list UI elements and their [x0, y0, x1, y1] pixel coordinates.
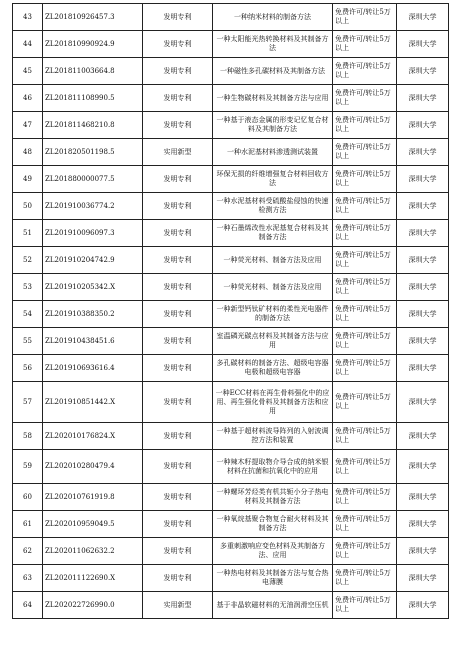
patent-type: 发明专利	[143, 274, 213, 301]
table-row	[13, 139, 449, 166]
license-mode: 免费许可/转让5万以上	[333, 247, 397, 274]
patent-number: ZL201810990924.9	[43, 31, 143, 58]
patent-number: ZL201910096097.3	[43, 220, 143, 247]
row-number: 57	[13, 382, 43, 423]
patent-owner: 深圳大学	[397, 450, 449, 484]
table-row	[13, 382, 449, 423]
table-row	[13, 247, 449, 274]
table-row	[13, 274, 449, 301]
patent-name: 一种太阳能光热转换材料及其制备方法	[213, 31, 333, 58]
patent-owner: 深圳大学	[397, 355, 449, 382]
row-number: 58	[13, 423, 43, 450]
table-row	[13, 58, 449, 85]
patent-name: 环保无损的纤维增强复合材料回收方法	[213, 166, 333, 193]
table-row	[13, 328, 449, 355]
patent-number: ZL201811003664.8	[43, 58, 143, 85]
patent-owner: 深圳大学	[397, 301, 449, 328]
license-mode: 免费许可/转让5万以上	[333, 220, 397, 247]
row-number: 56	[13, 355, 43, 382]
patent-type: 发明专利	[143, 4, 213, 31]
patent-type: 实用新型	[143, 592, 213, 619]
patent-number: ZL201910851442.X	[43, 382, 143, 423]
patent-name: 一种基于液态金属的形变记忆复合材料及其制备方法	[213, 112, 333, 139]
patent-name: 一种氧烷基聚合物复合耐火材料及其制备方法	[213, 511, 333, 538]
patent-type: 发明专利	[143, 328, 213, 355]
table-row	[13, 592, 449, 619]
patent-number: ZL201880000077.5	[43, 166, 143, 193]
patent-name: 一种荧光材料、制备方法及应用	[213, 274, 333, 301]
patent-owner: 深圳大学	[397, 31, 449, 58]
row-number: 62	[13, 538, 43, 565]
license-mode: 免费许可/转让5万以上	[333, 193, 397, 220]
patent-name: 多孔碳材料的制备方法、超级电容器电极和超级电容器	[213, 355, 333, 382]
patent-owner: 深圳大学	[397, 247, 449, 274]
patent-number: ZL201811468210.8	[43, 112, 143, 139]
license-mode: 免费许可/转让5万以上	[333, 274, 397, 301]
patent-type: 发明专利	[143, 166, 213, 193]
patent-type: 发明专利	[143, 247, 213, 274]
row-number: 51	[13, 220, 43, 247]
table-row	[13, 301, 449, 328]
table-row	[13, 355, 449, 382]
patent-owner: 深圳大学	[397, 166, 449, 193]
table-row	[13, 85, 449, 112]
row-number: 61	[13, 511, 43, 538]
patent-name: 一种螺环芳烃类有机共轭小分子热电材料及其制备方法	[213, 484, 333, 511]
row-number: 47	[13, 112, 43, 139]
license-mode: 免费许可/转让5万以上	[333, 450, 397, 484]
patent-table-body	[13, 4, 449, 619]
patent-owner: 深圳大学	[397, 58, 449, 85]
row-number: 45	[13, 58, 43, 85]
patent-name: 一种热电材料及其制备方法与复合热电薄膜	[213, 565, 333, 592]
license-mode: 免费许可/转让5万以上	[333, 139, 397, 166]
patent-type: 发明专利	[143, 85, 213, 112]
patent-owner: 深圳大学	[397, 565, 449, 592]
patent-number: ZL201910204742.9	[43, 247, 143, 274]
patent-type: 实用新型	[143, 139, 213, 166]
license-mode: 免费许可/转让5万以上	[333, 382, 397, 423]
license-mode: 免费许可/转让5万以上	[333, 355, 397, 382]
patent-name: 一种水泥基材料受硫酸盐侵蚀的快速检测方法	[213, 193, 333, 220]
patent-type: 发明专利	[143, 31, 213, 58]
patent-type: 发明专利	[143, 423, 213, 450]
patent-number: ZL202010176824.X	[43, 423, 143, 450]
patent-type: 发明专利	[143, 301, 213, 328]
patent-name: 一种磁性多孔碳材料及其制备方法	[213, 58, 333, 85]
row-number: 46	[13, 85, 43, 112]
license-mode: 免费许可/转让5万以上	[333, 301, 397, 328]
table-row	[13, 538, 449, 565]
license-mode: 免费许可/转让5万以上	[333, 511, 397, 538]
table-row	[13, 4, 449, 31]
license-mode: 免费许可/转让5万以上	[333, 4, 397, 31]
patent-type: 发明专利	[143, 355, 213, 382]
patent-name: 一种ECC材料在再生骨料强化中的应用、再生强化骨料及其制备方法和应用	[213, 382, 333, 423]
row-number: 54	[13, 301, 43, 328]
patent-type: 发明专利	[143, 58, 213, 85]
patent-type: 发明专利	[143, 484, 213, 511]
patent-owner: 深圳大学	[397, 423, 449, 450]
patent-name: 一种生物碳材料及其制备方法与应用	[213, 85, 333, 112]
table-row	[13, 193, 449, 220]
patent-number: ZL202022726990.0	[43, 592, 143, 619]
row-number: 63	[13, 565, 43, 592]
patent-type: 发明专利	[143, 538, 213, 565]
patent-owner: 深圳大学	[397, 274, 449, 301]
table-row	[13, 484, 449, 511]
patent-type: 发明专利	[143, 112, 213, 139]
row-number: 59	[13, 450, 43, 484]
license-mode: 免费许可/转让5万以上	[333, 166, 397, 193]
patent-name: 室温磷光碳点材料及其制备方法与应用	[213, 328, 333, 355]
patent-owner: 深圳大学	[397, 139, 449, 166]
patent-owner: 深圳大学	[397, 193, 449, 220]
patent-name: 一种荧光材料、制备方法及应用	[213, 247, 333, 274]
patent-owner: 深圳大学	[397, 328, 449, 355]
patent-owner: 深圳大学	[397, 220, 449, 247]
patent-type: 发明专利	[143, 450, 213, 484]
patent-owner: 深圳大学	[397, 511, 449, 538]
license-mode: 免费许可/转让5万以上	[333, 538, 397, 565]
patent-number: ZL202010280479.4	[43, 450, 143, 484]
row-number: 50	[13, 193, 43, 220]
patent-table	[12, 3, 449, 619]
row-number: 48	[13, 139, 43, 166]
table-row	[13, 511, 449, 538]
patent-type: 发明专利	[143, 220, 213, 247]
table-row	[13, 423, 449, 450]
table-row	[13, 565, 449, 592]
patent-type: 发明专利	[143, 193, 213, 220]
patent-number: ZL201910205342.X	[43, 274, 143, 301]
patent-name: 一种辣木籽提取物介导合成的纳米银材料在抗菌和抗氧化中的应用	[213, 450, 333, 484]
row-number: 43	[13, 4, 43, 31]
patent-name: 基于非晶软磁材料的无油润滑空压机	[213, 592, 333, 619]
patent-type: 发明专利	[143, 511, 213, 538]
license-mode: 免费许可/转让5万以上	[333, 423, 397, 450]
patent-number: ZL201810926457.3	[43, 4, 143, 31]
patent-name: 一种水泥基材料渗透测试装置	[213, 139, 333, 166]
patent-owner: 深圳大学	[397, 538, 449, 565]
patent-number: ZL201910693616.4	[43, 355, 143, 382]
table-row	[13, 112, 449, 139]
license-mode: 免费许可/转让5万以上	[333, 58, 397, 85]
patent-owner: 深圳大学	[397, 592, 449, 619]
patent-name: 一种新型钙钛矿材料的柔性光电器件的制备方法	[213, 301, 333, 328]
patent-name: 一种基于超材料波导阵列的入射波调控方法和装置	[213, 423, 333, 450]
patent-number: ZL201811108990.5	[43, 85, 143, 112]
patent-owner: 深圳大学	[397, 112, 449, 139]
license-mode: 免费许可/转让5万以上	[333, 592, 397, 619]
license-mode: 免费许可/转让5万以上	[333, 565, 397, 592]
patent-type: 发明专利	[143, 382, 213, 423]
row-number: 44	[13, 31, 43, 58]
row-number: 53	[13, 274, 43, 301]
row-number: 60	[13, 484, 43, 511]
patent-number: ZL201910438451.6	[43, 328, 143, 355]
patent-type: 发明专利	[143, 565, 213, 592]
row-number: 52	[13, 247, 43, 274]
license-mode: 免费许可/转让5万以上	[333, 484, 397, 511]
patent-name: 一种纳米材料的制备方法	[213, 4, 333, 31]
patent-number: ZL202011122690.X	[43, 565, 143, 592]
patent-owner: 深圳大学	[397, 484, 449, 511]
table-row	[13, 166, 449, 193]
patent-number: ZL201910036774.2	[43, 193, 143, 220]
patent-owner: 深圳大学	[397, 4, 449, 31]
row-number: 55	[13, 328, 43, 355]
patent-number: ZL202011062632.2	[43, 538, 143, 565]
license-mode: 免费许可/转让5万以上	[333, 112, 397, 139]
patent-number: ZL201910388350.2	[43, 301, 143, 328]
patent-owner: 深圳大学	[397, 382, 449, 423]
patent-number: ZL202010959049.5	[43, 511, 143, 538]
table-row	[13, 220, 449, 247]
row-number: 49	[13, 166, 43, 193]
license-mode: 免费许可/转让5万以上	[333, 85, 397, 112]
table-row	[13, 450, 449, 484]
row-number: 64	[13, 592, 43, 619]
patent-name: 一种石墨烯改性水泥基复合材料及其制备方法	[213, 220, 333, 247]
patent-owner: 深圳大学	[397, 85, 449, 112]
patent-name: 多重刺激响应变色材料及其制备方法、应用	[213, 538, 333, 565]
patent-number: ZL201820501198.5	[43, 139, 143, 166]
license-mode: 免费许可/转让5万以上	[333, 31, 397, 58]
license-mode: 免费许可/转让5万以上	[333, 328, 397, 355]
table-row	[13, 31, 449, 58]
patent-number: ZL202010761919.8	[43, 484, 143, 511]
